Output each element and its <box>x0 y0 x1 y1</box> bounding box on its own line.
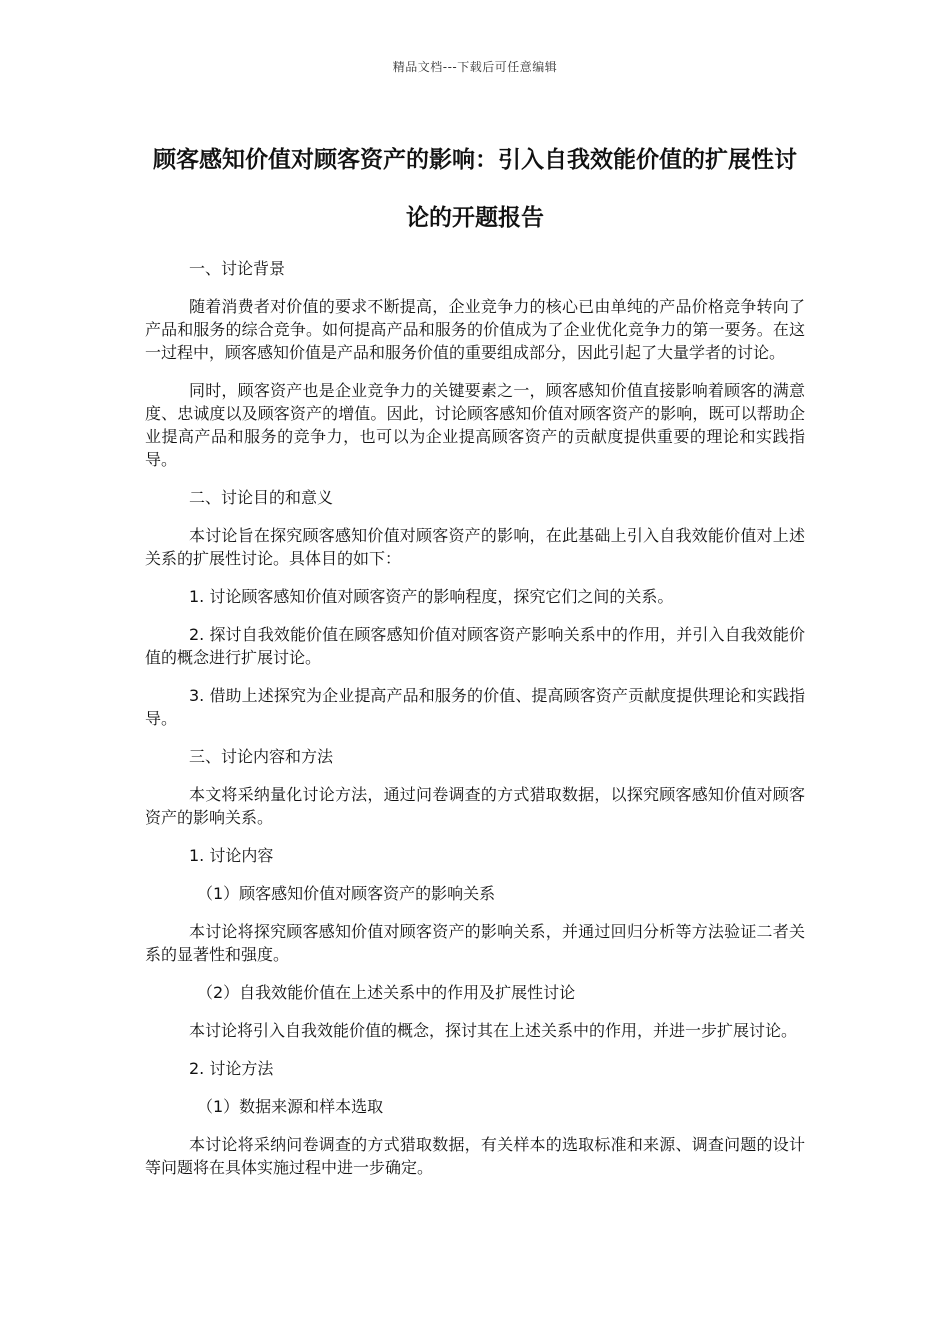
section-heading-content-method: 三、讨论内容和方法 <box>189 747 334 766</box>
page-header: 精品文档---下载后可任意编辑 <box>392 60 558 74</box>
subitem-content-1: （1）顾客感知价值对顾客资产的影响关系 <box>197 884 496 903</box>
paragraph-method-intro: 本文将采纳量化讨论方法，通过问卷调查的方式猎取数据，以探究顾客感知价值对顾客资产的影响关系。 <box>145 785 805 827</box>
purpose-item-2: 2. 探讨自我效能价值在顾客感知价值对顾客资产影响关系中的作用，并引入自我效能价值的概念进行扩展讨论。 <box>145 625 805 667</box>
subheading-method: 2. 讨论方法 <box>189 1059 274 1078</box>
section-heading-purpose: 二、讨论目的和意义 <box>189 488 334 507</box>
purpose-item-3: 3. 借助上述探究为企业提高产品和服务的价值、提高顾客资产贡献度提供理论和实践指导。 <box>145 686 805 728</box>
document-body <box>145 257 805 1194</box>
paragraph-content-1: 本讨论将探究顾客感知价值对顾客资产的影响关系，并通过回归分析等方法验证二者关系的显著性和强度。 <box>145 922 805 964</box>
paragraph-purpose-intro: 本讨论旨在探究顾客感知价值对顾客资产的影响，在此基础上引入自我效能价值对上述关系的扩展性讨论。具体目的如下： <box>145 526 805 568</box>
subitem-content-2: （2）自我效能价值在上述关系中的作用及扩展性讨论 <box>197 983 576 1002</box>
paragraph-background-1: 随着消费者对价值的要求不断提高，企业竞争力的核心已由单纯的产品价格竞争转向了产品和服务的综合竞争。如何提高产品和服务的价值成为了企业优化竞争力的第一要务。在这一过程中，顾客感知价值是产品和服务价值的重要组成部分，因此引起了大量学者的讨论。 <box>145 297 805 362</box>
paragraph-method-1: 本讨论将采纳问卷调查的方式猎取数据，有关样本的选取标准和来源、调查问题的设计等问题将在具体实施过程中进一步确定。 <box>145 1135 805 1177</box>
subitem-method-1: （1）数据来源和样本选取 <box>197 1097 384 1116</box>
document-title: 顾客感知价值对顾客资产的影响：引入自我效能价值的扩展性讨论的开题报告 <box>153 147 797 231</box>
section-heading-background: 一、讨论背景 <box>189 259 286 278</box>
paragraph-background-2: 同时，顾客资产也是企业竞争力的关键要素之一，顾客感知价值直接影响着顾客的满意度、忠诚度以及顾客资产的增值。因此，讨论顾客感知价值对顾客资产的影响，既可以帮助企业提高产品和服务的竞争力，也可以为企业提高顾客资产的贡献度提供重要的理论和实践指导。 <box>145 381 805 469</box>
paragraph-content-2: 本讨论将引入自我效能价值的概念，探讨其在上述关系中的作用，并进一步扩展讨论。 <box>189 1021 798 1040</box>
subheading-content: 1. 讨论内容 <box>189 846 274 865</box>
purpose-item-1: 1. 讨论顾客感知价值对顾客资产的影响程度，探究它们之间的关系。 <box>189 587 674 606</box>
